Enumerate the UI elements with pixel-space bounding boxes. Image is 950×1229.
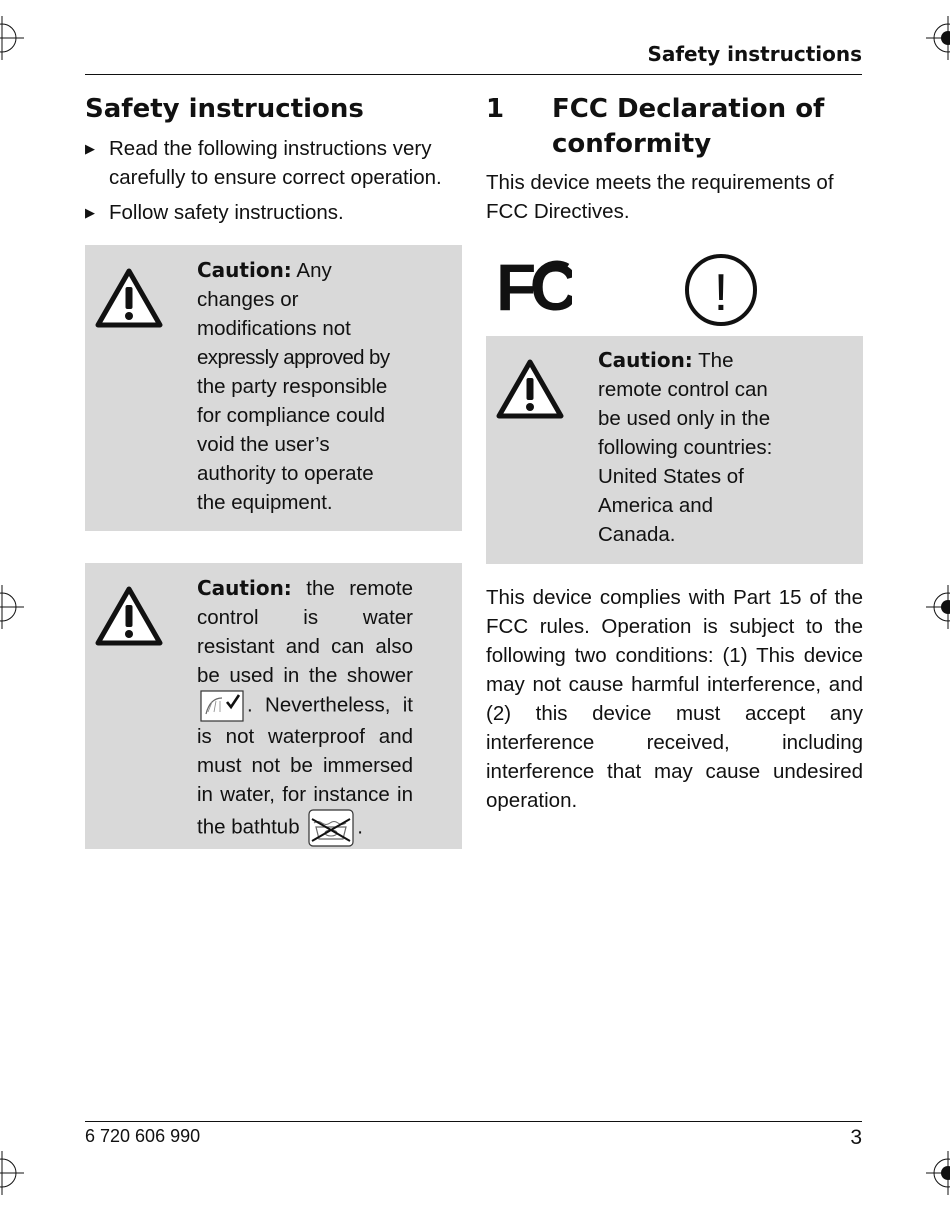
svg-text:FC: FC bbox=[496, 254, 572, 316]
shower-allowed-icon bbox=[200, 690, 244, 722]
registration-mark-icon bbox=[0, 16, 24, 60]
bullet-arrow-icon: ▶ bbox=[85, 141, 95, 156]
registration-mark-icon bbox=[926, 16, 950, 60]
registration-mark-icon bbox=[926, 1151, 950, 1195]
caution-label: Caution: bbox=[197, 258, 292, 282]
section-heading bbox=[486, 92, 863, 162]
caution-text: Caution: The remote control can be used only in the following countries: United States of America and Canada. bbox=[598, 348, 773, 546]
registration-mark-icon bbox=[0, 1151, 24, 1195]
logo-row bbox=[486, 226, 863, 336]
left-column bbox=[85, 92, 462, 849]
fcc-logo bbox=[496, 254, 572, 316]
exclamation-circle-icon bbox=[683, 252, 759, 328]
warning-triangle-icon bbox=[94, 267, 164, 329]
list-item: ▶ Follow safety instructions. bbox=[85, 198, 462, 227]
header-title: Safety instructions bbox=[647, 42, 862, 66]
warning-triangle-icon bbox=[495, 358, 565, 420]
list-item: ▶ Read the following instructions very carefully to ensure correct operation. bbox=[85, 134, 462, 192]
compliance-paragraph: This device complies with Part 15 of the FCC rules. Operation is subject to the following two conditions: (1) This device may not cause harmful interference, and (2) this device must accept any interference received, including interference that may cause undesired operation. bbox=[486, 586, 863, 812]
section-number: 1 bbox=[486, 94, 505, 124]
page-header bbox=[85, 42, 862, 75]
svg-text:!: ! bbox=[713, 264, 729, 322]
registration-mark-icon bbox=[926, 585, 950, 629]
page-footer bbox=[85, 1121, 862, 1149]
section-title: FCC Declaration of conformity bbox=[552, 94, 825, 159]
caution-label: Caution: bbox=[598, 348, 693, 372]
registration-mark-icon bbox=[0, 585, 24, 629]
bullet-arrow-icon: ▶ bbox=[85, 205, 95, 220]
section-title: Safety instructions bbox=[85, 94, 364, 124]
right-column bbox=[486, 92, 863, 815]
caution-box-water bbox=[85, 563, 462, 849]
caution-box-modifications bbox=[85, 245, 462, 531]
warning-triangle-icon bbox=[94, 585, 164, 647]
bathtub-forbidden-icon bbox=[308, 809, 354, 847]
caution-box-countries bbox=[486, 336, 863, 564]
caution-label: Caution: bbox=[197, 576, 292, 600]
document-number: 6 720 606 990 bbox=[85, 1126, 201, 1146]
page-number: 3 bbox=[850, 1126, 862, 1149]
instruction-list bbox=[85, 134, 462, 227]
caution-text: Caution: Any changes or modifications not expressly approved by the party responsible for compliance could void the user’s authority to operate the equipment. bbox=[197, 258, 390, 514]
caution-text: Caution: the remote control is water resistant and can also be used in the shower . Nevertheless, it is not waterproof and must not be immersed in water, for instance in the bathtub . bbox=[197, 574, 413, 847]
intro-paragraph: This device meets the requirements of FCC Directives. bbox=[486, 171, 834, 223]
